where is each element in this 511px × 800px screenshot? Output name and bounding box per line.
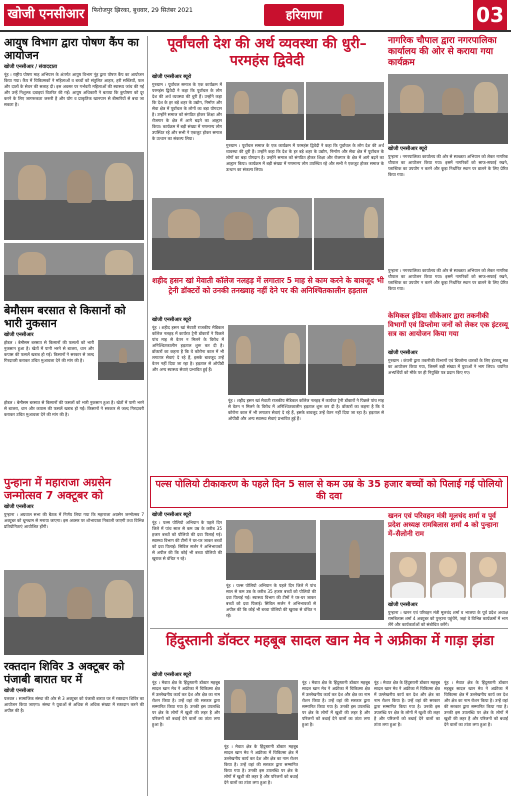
story-photo [152, 198, 312, 270]
story-body: नूंह । राष्ट्रीय पोषण माह अभियान के अंतर्गत आयुष विभाग नूंह द्वारा पोषण कैंप का आयोजन किया गया। कैंप में चिकित्सकों ने महिलाओं व बच्चों को संतुलित आहार, हरी सब्जियों, फल और दालों के सेवन की सलाह दी। इस अवसर पर गर्भवती महिलाओं की स्वास्थ्य जांच की गई और उन्हें निशुल्क दवाइयां वितरित की गईं। आयुष अधिकारी ने बताया कि कुपोषण को दूर करने के लिए जागरूकता जरूरी है और योग व प्राकृतिक खानपान से बीमारियों से बचा जा सकता है। [4, 72, 144, 107]
story-body: पुन्हाना । अग्रवाल सभा की बैठक में निर्णय लिया गया कि महाराजा अग्रसेन जन्मोत्सव 7 अक्टूबर को धूमधाम से मनाया जाएगा। इस अवसर पर शोभायात्रा निकाली जाएगी तथा विभिन्न प्रतियोगिताएं आयोजित होंगी। [4, 512, 144, 529]
story-body: होडल । बेमौसम बरसात से किसानों की फसलों को भारी नुकसान हुआ है। खेतों में पानी भरने से बाजरा, धान और कपास की फसलें खराब हो गईं। किसानों ने सरकार से जल्द गिरदावरी कराकर उचित मुआवजा देने की मांग की है। [4, 400, 144, 417]
story-headline-chaupal: नागरिक चौपाल द्वारा नगरपालिका कार्यालय की ओर से कराया गया कार्यक्रम [388, 36, 497, 68]
byline: खोजी एनसीआर [4, 688, 34, 694]
byline: खोजी एनसीआर / संवाददाता [4, 64, 58, 70]
story-headline-blood: रक्तदान शिविर 3 अक्टूबर को पंजाबी बारात घर में [4, 660, 125, 686]
story-body: नूंह । मेवात क्षेत्र के हिंदुस्तानी डॉक्टर महबूब सादल खान मेव ने अफ्रीका में चिकित्सा क्षेत्र में उल्लेखनीय कार्य कर देश और क्षेत्र का नाम रोशन किया है। उन्हें वहां की सरकार द्वारा सम्मानित किया गया है। उनकी इस उपलब्धि पर क्षेत्र के लोगों में खुशी की लहर है और परिजनों को बधाई देने वालों का तांता लगा हुआ है। [302, 680, 370, 727]
story-body: गुरुग्राम । कंपनी द्वारा तकनीकी विभागों एवं डिप्लोमा धारकों के लिए इंटरव्यू सत्र का आयोजन किया गया, जिसमें बड़ी संख्या में युवाओं ने भाग लिया। चयनित अभ्यर्थियों को मौके पर ही नियुक्ति पत्र प्रदान किए गए। [388, 358, 508, 375]
story-headline-purvanchal: पूर्वांचली देश की अर्थ व्यवस्था की धुरी–परमहंस द्विवेदी [167, 36, 367, 69]
byline: खोजी एनसीआर [4, 504, 34, 510]
story-photo [308, 325, 384, 395]
story-photo [388, 74, 508, 144]
story-body: नूंह । शहीद हसन खां मेवाती राजकीय मेडिकल कॉलेज नलहड़ में कार्यरत ट्रेनी डॉक्टरों ने पिछले पांच माह से वेतन न मिलने के विरोध में अनिश्चितकालीन हड़ताल शुरू कर दी है। डॉक्टरों का कहना है कि वे कोरोना काल में भी लगातार सेवाएं दे रहे हैं, इसके बावजूद उन्हें वेतन नहीं दिया जा रहा है। हड़ताल से ओपीडी और अन्य स्वास्थ्य सेवाएं प्रभावित हुई हैं। [152, 325, 224, 372]
story-photo [306, 82, 384, 140]
story-body: नूंह । मेवात क्षेत्र के हिंदुस्तानी डॉक्टर महबूब सादल खान मेव ने अफ्रीका में चिकित्सा क्षेत्र में उल्लेखनीय कार्य कर देश और क्षेत्र का नाम रोशन किया है। उन्हें वहां की सरकार द्वारा सम्मानित किया गया है। उनकी इस उपलब्धि पर क्षेत्र के लोगों में खुशी की लहर है और परिजनों को बधाई देने वालों का तांता लगा हुआ है। [224, 744, 298, 785]
minister-portrait [390, 552, 426, 598]
story-body: गुरुग्राम । पूर्वांचल समाज के एक कार्यक्रम में परमहंस द्विवेदी ने कहा कि पूर्वांचल के लोग देश की अर्थ व्यवस्था की धुरी हैं। उन्होंने कहा कि देश के हर बड़े शहर के उद्योग, निर्माण और सेवा क्षेत्र में पूर्वांचल के लोगों का बड़ा योगदान है। उन्होंने समाज को संगठित होकर शिक्षा और रोजगार के क्षेत्र में आगे बढ़ने का आह्वान किया। कार्यक्रम में बड़ी संख्या में गणमान्य लोग उपस्थित रहे और सभी ने एकजुट होकर समाज के उत्थान का संकल्प लिया। [152, 82, 222, 141]
story-photo [98, 340, 144, 380]
minister-portrait [470, 552, 506, 598]
story-headline-minister: खनन एवं परिवहन मंत्री मूलचंद शर्मा व पूर्व प्रदेश अध्यक्ष रामबिलास शर्मा 4 को पुन्हाना में–सैलोनी राम [388, 512, 499, 538]
byline: खोजी एनसीआर [4, 332, 34, 338]
story-photo [320, 520, 384, 620]
story-headline-ayush: आयुष विभाग द्वारा पोषण कैंप का आयोजन [4, 36, 139, 62]
story-photo [226, 82, 304, 140]
story-headline-rain: बेमौसम बरसात से किसानों को भारी नुकसान [4, 304, 126, 330]
story-photo [4, 152, 144, 240]
byline: खोजी एनसीआर ब्यूरो [152, 672, 192, 678]
story-body: नूंह । पल्स पोलियो अभियान के पहले दिन जिले में पांच साल से कम उम्र के करीब 35 हजार बच्चों को पोलियो की दवा पिलाई गई। स्वास्थ्य विभाग की टीमों ने घर-घर जाकर बच्चों को दवा पिलाई। सिविल सर्जन ने अभिभावकों से अपील की कि कोई भी बच्चा पोलियो की खुराक से वंचित न रहे। [226, 583, 316, 618]
story-body: नूंह । मेवात क्षेत्र के हिंदुस्तानी डॉक्टर महबूब सादल खान मेव ने अफ्रीका में चिकित्सा क्षेत्र में उल्लेखनीय कार्य कर देश और क्षेत्र का नाम रोशन किया है। उन्हें वहां की सरकार द्वारा सम्मानित किया गया है। उनकी इस उपलब्धि पर क्षेत्र के लोगों में खुशी की लहर है और परिजनों को बधाई देने वालों का तांता लगा हुआ है। [374, 680, 440, 727]
page-header [0, 0, 511, 32]
story-headline-interview: केमिकल इंडिया सीकेआर द्वारा तकनीकी विभागों एवं डिप्लोमा जनों को लेकर एक इंटरव्यू सत्र का आयोजन किया गया [388, 312, 509, 338]
byline: खोजी एनसीआर ब्यूरो [388, 146, 428, 152]
byline: खोजी एनसीआर [388, 602, 418, 608]
story-photo [4, 243, 144, 301]
story-photo [226, 520, 316, 580]
section-title: हरियाणा [264, 4, 344, 26]
byline: खोजी एनसीआर ब्यूरो [152, 512, 192, 518]
page-number: 03 [473, 0, 507, 30]
story-body: गुरुग्राम । पूर्वांचल समाज के एक कार्यक्रम में परमहंस द्विवेदी ने कहा कि पूर्वांचल के लोग देश की अर्थ व्यवस्था की धुरी हैं। उन्होंने कहा कि देश के हर बड़े शहर के उद्योग, निर्माण और सेवा क्षेत्र में पूर्वांचल के लोगों का बड़ा योगदान है। उन्होंने समाज को संगठित होकर शिक्षा और रोजगार के क्षेत्र में आगे बढ़ने का आह्वान किया। कार्यक्रम में बड़ी संख्या में गणमान्य लोग उपस्थित रहे और सभी ने एकजुट होकर समाज के उत्थान का संकल्प लिया। [226, 143, 384, 172]
story-body: पुन्हाना । नगरपालिका कार्यालय की ओर से स्वच्छता अभियान को लेकर नागरिक चौपाल का आयोजन किया गया। इसमें नागरिकों को साफ-सफाई रखने, प्लास्टिक का उपयोग न करने और कूड़ा निर्धारित स्थान पर डालने के लिए प्रेरित किया गया। [388, 154, 508, 177]
story-body: पुन्हाना । खनन एवं परिवहन मंत्री मूलचंद शर्मा व भाजपा के पूर्व प्रदेश अध्यक्ष रामबिलास शर्मा 4 अक्टूबर को पुन्हाना पहुंचेंगे, जहां वे विभिन्न कार्यक्रमों में भाग लेंगे और कार्यकर्ताओं को संबोधित करेंगे। [388, 610, 508, 626]
story-body: नूंह । मेवात क्षेत्र के हिंदुस्तानी डॉक्टर महबूब सादल खान मेव ने अफ्रीका में चिकित्सा क्षेत्र में उल्लेखनीय कार्य कर देश और क्षेत्र का नाम रोशन किया है। उन्हें वहां की सरकार द्वारा सम्मानित किया गया है। उनकी इस उपलब्धि पर क्षेत्र के लोगों में खुशी की लहर है और परिजनों को बधाई देने वालों का तांता लगा हुआ है। [444, 680, 508, 727]
story-headline-agrasen: पुन्हाना में महाराजा अग्रसेन जन्मोत्सव 7 अक्टूबर को [4, 476, 112, 502]
story-photo [224, 680, 298, 740]
story-body: नूंह । पल्स पोलियो अभियान के पहले दिन जिले में पांच साल से कम उम्र के करीब 35 हजार बच्चों को पोलियो की दवा पिलाई गई। स्वास्थ्य विभाग की टीमों ने घर-घर जाकर बच्चों को दवा पिलाई। सिविल सर्जन ने अभिभावकों से अपील की कि कोई भी बच्चा पोलियो की खुराक से वंचित न रहे। [152, 520, 222, 561]
story-body: पलवल । सामाजिक संस्था की ओर से 3 अक्टूबर को पंजाबी बारात घर में रक्तदान शिविर का आयोजन किया जाएगा। संस्था ने युवाओं से अधिक से अधिक संख्या में रक्तदान करने की अपील की है। [4, 696, 144, 713]
byline: खोजी एनसीआर ब्यूरो [152, 317, 192, 323]
story-photo [314, 198, 384, 270]
story-body: नूंह । मेवात क्षेत्र के हिंदुस्तानी डॉक्टर महबूब सादल खान मेव ने अफ्रीका में चिकित्सा क्षेत्र में उल्लेखनीय कार्य कर देश और क्षेत्र का नाम रोशन किया है। उन्हें वहां की सरकार द्वारा सम्मानित किया गया है। उनकी इस उपलब्धि पर क्षेत्र के लोगों में खुशी की लहर है और परिजनों को बधाई देने वालों का तांता लगा हुआ है। [152, 680, 220, 727]
byline: खोजी एनसीआर ब्यूरो [152, 74, 192, 80]
story-body: पुन्हाना । नगरपालिका कार्यालय की ओर से स्वच्छता अभियान को लेकर नागरिक चौपाल का आयोजन किया गया। इसमें नागरिकों को साफ-सफाई रखने, प्लास्टिक का उपयोग न करने और कूड़ा निर्धारित स्थान पर डालने के लिए प्रेरित किया गया। [388, 268, 508, 291]
story-headline-strike: शहीद हसन खां मेवाती कॉलेज नलहड़ में लगातार 5 माह से काम करने के बावजूद भी ट्रेनी डॉक्टरों को उनकी तनख्वाह नहीं देने पर की अनिश्चितकालीन हड़ताल [152, 276, 384, 295]
section-divider [150, 628, 508, 629]
story-photo [228, 325, 306, 395]
story-headline-doctor-africa: हिंदुस्तानी डॉक्टर महबूब सादल खान मेव ने अफ्रीका में गाड़ा झंडा [166, 633, 494, 649]
story-body: नूंह । शहीद हसन खां मेवाती राजकीय मेडिकल कॉलेज नलहड़ में कार्यरत ट्रेनी डॉक्टरों ने पिछले पांच माह से वेतन न मिलने के विरोध में अनिश्चितकालीन हड़ताल शुरू कर दी है। डॉक्टरों का कहना है कि वे कोरोना काल में भी लगातार सेवाएं दे रहे हैं, इसके बावजूद उन्हें वेतन नहीं दिया जा रहा है। हड़ताल से ओपीडी और अन्य स्वास्थ्य सेवाएं प्रभावित हुई हैं। [228, 398, 384, 421]
story-body: होडल । बेमौसम बरसात से किसानों की फसलों को भारी नुकसान हुआ है। खेतों में पानी भरने से बाजरा, धान और कपास की फसलें खराब हो गईं। किसानों ने सरकार से जल्द गिरदावरी कराकर उचित मुआवजा देने की मांग की है। [4, 340, 94, 363]
story-photo [4, 570, 144, 655]
dateline: फिरोजपुर झिरका, बुधवार, 29 सितंबर 2021 [92, 7, 193, 14]
masthead: खोजी एनसीआर [4, 4, 88, 26]
byline: खोजी एनसीआर [388, 350, 418, 356]
minister-portrait [430, 552, 466, 598]
column-divider [147, 36, 148, 796]
story-headline-polio: पल्स पोलियो टीकाकरण के पहले दिन 5 साल से कम उम्र के 35 हजार बच्चों को पिलाई गई पोलियो की दवा [155, 479, 503, 502]
